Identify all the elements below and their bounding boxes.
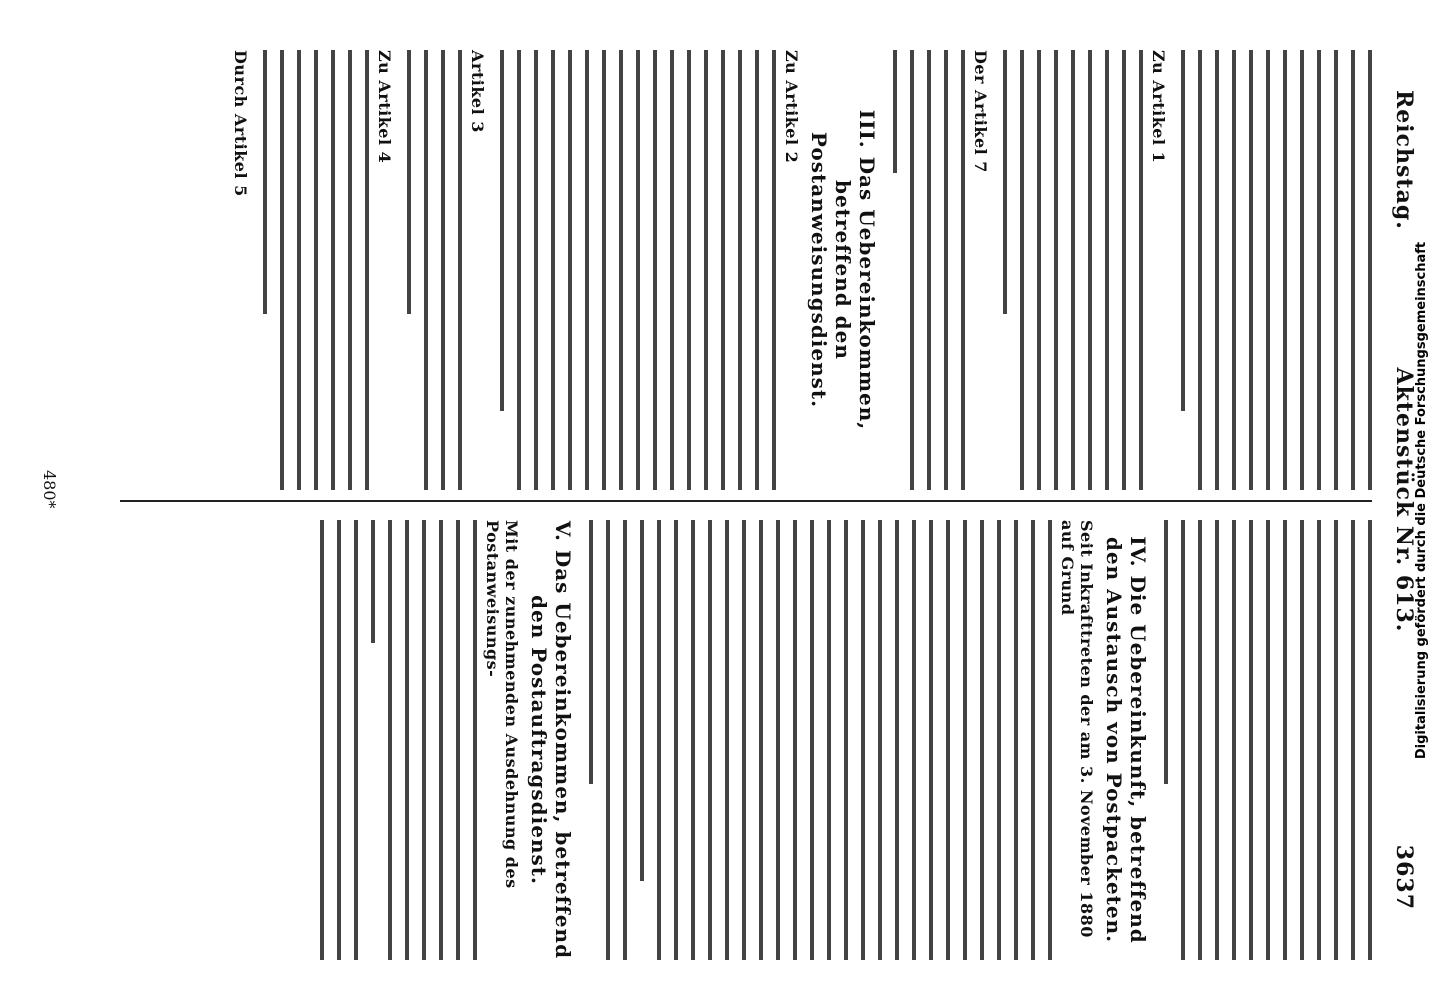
column-divider bbox=[120, 500, 1372, 502]
paragraph-start: Artikel 3 bbox=[468, 50, 487, 133]
digitization-text: Digitalisierung gefördert durch die Deutsche Forschungsgemeinschaft bbox=[1414, 241, 1430, 759]
section-heading-iii: III. Das Uebereinkommen, betreffend den Postanweisungsdienst. bbox=[807, 109, 879, 431]
paragraph-start: Zu Artikel 1 bbox=[1149, 50, 1168, 164]
paragraph-start: Seit Inkrafttreten der am 3. November 1880 auf Grund bbox=[1058, 520, 1096, 938]
paragraph-start: Zu Artikel 2 bbox=[782, 50, 801, 164]
header-left: Reichstag. bbox=[1391, 90, 1417, 230]
section-heading-v: V. Das Uebereinkommen, betreffend den Postauftragsdienst. bbox=[527, 520, 575, 960]
paragraph-start: Durch Artikel 5 bbox=[231, 50, 250, 197]
left-column bbox=[60, 50, 1372, 490]
section-heading-iv: IV. Die Uebereinkunft, betreffend den Austausch von Postpacketen. bbox=[1102, 536, 1150, 944]
header-page-number: 3637 bbox=[1391, 844, 1417, 910]
digitization-note bbox=[1412, 0, 1432, 1000]
page-mark: 480* bbox=[40, 470, 59, 509]
right-column bbox=[60, 520, 1372, 960]
paragraph-start: Zu Artikel 4 bbox=[375, 50, 394, 164]
header-center: Aktenstück Nr. 613. bbox=[1391, 367, 1417, 633]
paragraph-start: Mit der zunehmenden Ausdehnung des Postanweisungs- bbox=[483, 520, 521, 889]
paragraph-start: Der Artikel 7 bbox=[971, 50, 990, 173]
